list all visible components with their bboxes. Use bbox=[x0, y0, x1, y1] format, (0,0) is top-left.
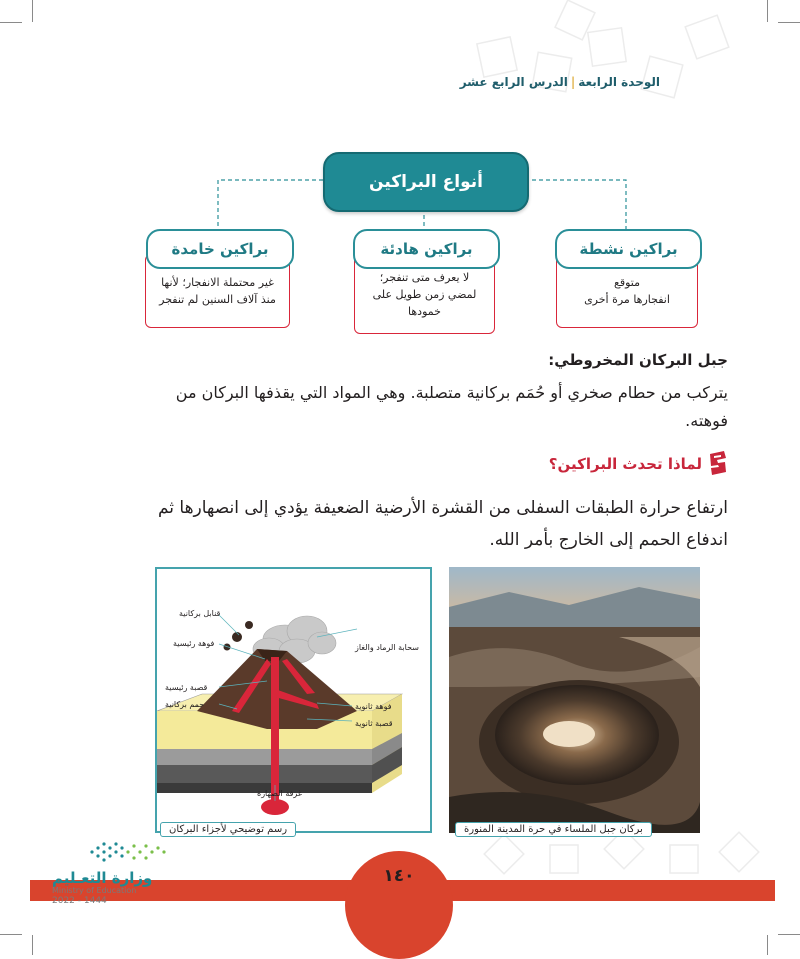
type-label-dormant: براكين خامدة bbox=[146, 229, 294, 269]
crop-mark bbox=[767, 935, 768, 955]
type-desc: لا يعرف متى تنفجر؛ لمضي زمن طويل على خمودها bbox=[372, 270, 477, 318]
crop-mark bbox=[32, 935, 33, 955]
page-number: ١٤٠ bbox=[383, 866, 415, 886]
diagram-caption: رسم توضيحي لأجزاء البركان bbox=[160, 822, 296, 837]
label-magma-chamber: غرفة الصهارة bbox=[257, 789, 303, 798]
crater-photo-image bbox=[449, 567, 700, 833]
label-ash-cloud: سحابة الرماد والغاز bbox=[355, 643, 419, 652]
ministry-name-ar: وزارة التعـليم bbox=[52, 869, 153, 887]
label-secondary-vent: فوهة ثانوية bbox=[355, 702, 392, 711]
type-desc: متوقع انفجارها مرة أخرى bbox=[584, 276, 670, 306]
section-heading: جبل البركان المخروطي: bbox=[548, 351, 728, 369]
crop-mark bbox=[0, 934, 22, 935]
concept-map-title: أنواع البراكين bbox=[323, 152, 529, 212]
question-heading: لماذا تحدث البراكين؟ bbox=[548, 455, 702, 473]
label-bombs: قنابل بركانية bbox=[179, 609, 221, 618]
crop-mark bbox=[778, 934, 800, 935]
volcano-diagram bbox=[155, 567, 432, 833]
ministry-logo-dots bbox=[88, 840, 170, 866]
label-secondary-pipe: قصبة ثانوية bbox=[355, 719, 393, 728]
type-label-active: براكين نشطة bbox=[555, 229, 702, 269]
label-lava: حمم بركانية bbox=[165, 700, 205, 709]
label-main-vent: فوهة رئيسية bbox=[173, 639, 215, 648]
ministry-name-en: Ministry of Education bbox=[52, 886, 137, 895]
photo-caption: بركان جبل الملساء في حرة المدينة المنورة bbox=[455, 822, 652, 837]
type-desc: غير محتملة الانفجار؛ لأنها منذ آلاف السنين لم تنفجر bbox=[159, 276, 276, 306]
header-lesson: الدرس الرابع عشر bbox=[459, 75, 568, 89]
crater-photo bbox=[449, 567, 700, 833]
question-answer: ارتفاع حرارة الطبقات السفلى من القشرة الأرضية الضعيفة يؤدي إلى انصهارها ثم اندفاع الحمم إلى الخارج بأمر الله. bbox=[157, 498, 728, 550]
section-text: يتركب من حطام صخري أو حُمَم بركانية متصلبة. وهي المواد التي يقذفها البركان من فوهته. bbox=[175, 383, 728, 430]
header-separator: | bbox=[570, 75, 576, 89]
question-icon bbox=[708, 450, 728, 476]
type-label-quiet: براكين هادئة bbox=[353, 229, 500, 269]
ministry-year: 2022 - 1444 bbox=[52, 896, 107, 906]
label-main-pipe: قصبة رئيسية bbox=[165, 683, 208, 692]
header-unit: الوحدة الرابعة bbox=[578, 75, 660, 89]
